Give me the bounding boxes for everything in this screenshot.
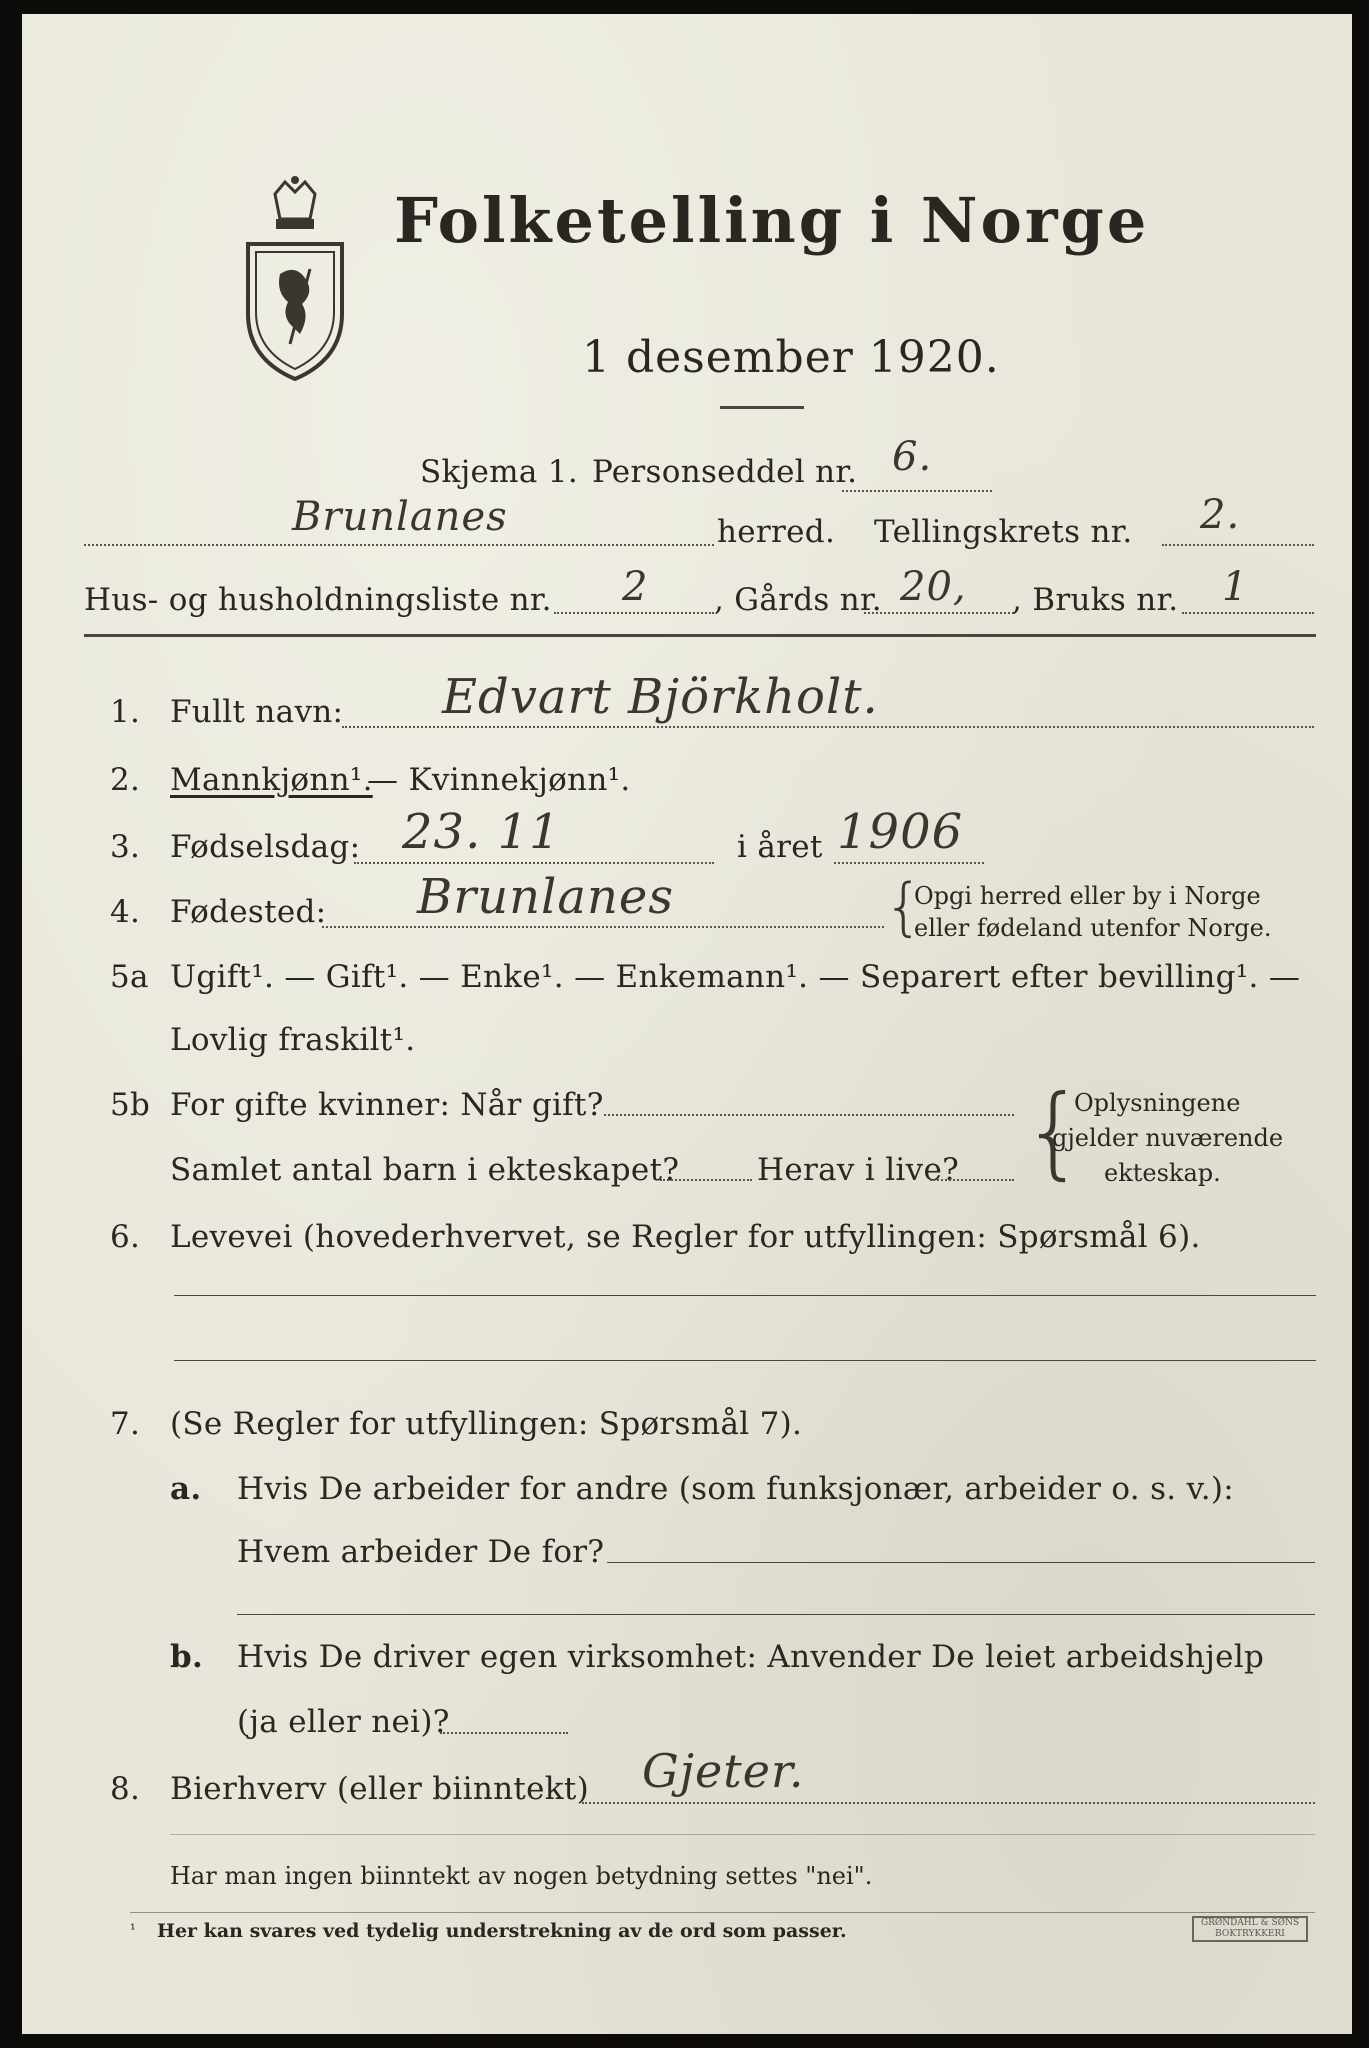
birth-year-value: 1906 <box>837 804 964 860</box>
birthdate-value: 23. 11 <box>402 804 561 860</box>
q3-label: Fødselsdag: <box>170 829 361 865</box>
header-divider <box>84 634 1316 637</box>
printer-stamp: GRØNDAHL & SØNS BOKTRYKKERI <box>1192 1916 1308 1942</box>
personseddel-value: 6. <box>892 434 933 480</box>
q7-number: 7. <box>110 1406 141 1442</box>
footnote-divider <box>130 1912 1315 1913</box>
tellingskrets-value: 2. <box>1200 492 1241 538</box>
civil-status-options: Ugift¹. — Gift¹. — Enke¹. — Enkemann¹. — Separert efter bevilling¹. — <box>170 959 1301 995</box>
q5a-number: 5a <box>110 959 149 995</box>
q4-label: Fødested: <box>170 894 327 930</box>
birthplace-note-line2: eller fødeland utenfor Norge. <box>914 914 1272 942</box>
birthdate-line <box>354 862 714 864</box>
marriage-note-line3: ekteskap. <box>1104 1159 1221 1187</box>
marriage-note-line2: gjelder nuværende <box>1052 1124 1284 1152</box>
footnote-mark: ¹ <box>130 1922 136 1938</box>
q7-label: (Se Regler for utfyllingen: Spørsmål 7). <box>170 1406 803 1442</box>
q2-number: 2. <box>110 762 141 798</box>
employer-line-2 <box>237 1614 1315 1615</box>
q7b-line2: (ja eller nei)? <box>237 1704 450 1740</box>
census-form-page <box>22 14 1352 2034</box>
gards-line <box>864 612 1014 614</box>
title-divider <box>720 406 804 409</box>
married-when-line <box>604 1114 1014 1116</box>
q1-label: Fullt navn: <box>170 694 344 730</box>
hus-label: Hus- og husholdningsliste nr. <box>84 582 552 618</box>
footer-divider <box>170 1834 1315 1835</box>
no-side-income-note: Har man ingen biinntekt av nogen betydning settes "nei". <box>170 1862 873 1890</box>
tellingskrets-label: Tellingskrets nr. <box>874 514 1133 550</box>
civil-status-divorced: Lovlig fraskilt¹. <box>170 1022 416 1058</box>
q7a-line2: Hvem arbeider De for? <box>237 1534 605 1570</box>
hired-help-line <box>440 1732 568 1734</box>
bruks-line <box>1182 612 1314 614</box>
full-name-line <box>342 726 1314 728</box>
q5b-number: 5b <box>110 1087 151 1123</box>
birth-year-line <box>834 862 984 864</box>
q4-number: 4. <box>110 894 141 930</box>
tellingskrets-line <box>1162 544 1314 546</box>
married-when-label: For gifte kvinner: Når gift? <box>170 1087 604 1123</box>
side-income-label: Bierhverv (eller biinntekt) <box>170 1771 590 1807</box>
hus-line <box>554 612 714 614</box>
children-total-line <box>660 1179 752 1181</box>
occupation-line-2 <box>174 1360 1316 1361</box>
herred-label: herred. <box>717 514 836 550</box>
year-label: i året <box>737 829 823 865</box>
birthplace-value: Brunlanes <box>417 869 674 925</box>
personseddel-line <box>842 490 992 492</box>
herred-value: Brunlanes <box>292 494 508 540</box>
bruks-value: 1 <box>1222 564 1249 610</box>
full-name-value: Edvart Björkholt. <box>442 669 879 725</box>
birthplace-note-line1: Opgi herred eller by i Norge <box>914 882 1261 910</box>
form-title: Folketelling i Norge <box>394 184 1150 257</box>
occupation-label: Levevei (hovederhvervet, se Regler for utfyllingen: Spørsmål 6). <box>170 1219 1201 1255</box>
gards-label: , Gårds nr. <box>714 582 882 618</box>
gards-value: 20, <box>900 564 967 610</box>
q7b-number: b. <box>170 1639 204 1675</box>
children-alive-label: Herav i live? <box>757 1152 960 1188</box>
side-income-line <box>582 1802 1315 1804</box>
q8-number: 8. <box>110 1771 141 1807</box>
side-income-value: Gjeter. <box>642 1744 805 1798</box>
marriage-note-line1: Oplysningene <box>1074 1089 1241 1117</box>
herred-line <box>84 544 714 546</box>
skjema-label: Skjema 1. <box>420 454 578 490</box>
census-date: 1 desember 1920. <box>582 332 1000 383</box>
q7b-line1: Hvis De driver egen virksomhet: Anvender De leiet arbeidshjelp <box>237 1639 1265 1675</box>
norwegian-coat-of-arms-icon <box>240 174 350 384</box>
q3-number: 3. <box>110 829 141 865</box>
children-alive-line <box>930 1179 1014 1181</box>
marriage-note-brace: { <box>1022 1073 1086 1190</box>
q6-number: 6. <box>110 1219 141 1255</box>
occupation-line-1 <box>174 1295 1316 1296</box>
footnote-text: Her kan svares ved tydelig understrekning av de ord som passer. <box>157 1920 847 1942</box>
q7a-line1: Hvis De arbeider for andre (som funksjonær, arbeider o. s. v.): <box>237 1471 1235 1507</box>
female-option: — Kvinnekjønn¹. <box>367 762 631 798</box>
bruks-label: , Bruks nr. <box>1012 582 1179 618</box>
employer-line <box>607 1562 1315 1563</box>
personseddel-label: Personseddel nr. <box>592 454 858 490</box>
hus-value: 2 <box>622 564 649 610</box>
q1-number: 1. <box>110 694 141 730</box>
q7a-number: a. <box>170 1471 202 1507</box>
birthplace-note-brace: { <box>884 870 924 943</box>
male-option: Mannkjønn¹. <box>170 762 373 798</box>
children-total-label: Samlet antal barn i ekteskapet? <box>170 1152 680 1188</box>
birthplace-line <box>322 926 884 928</box>
